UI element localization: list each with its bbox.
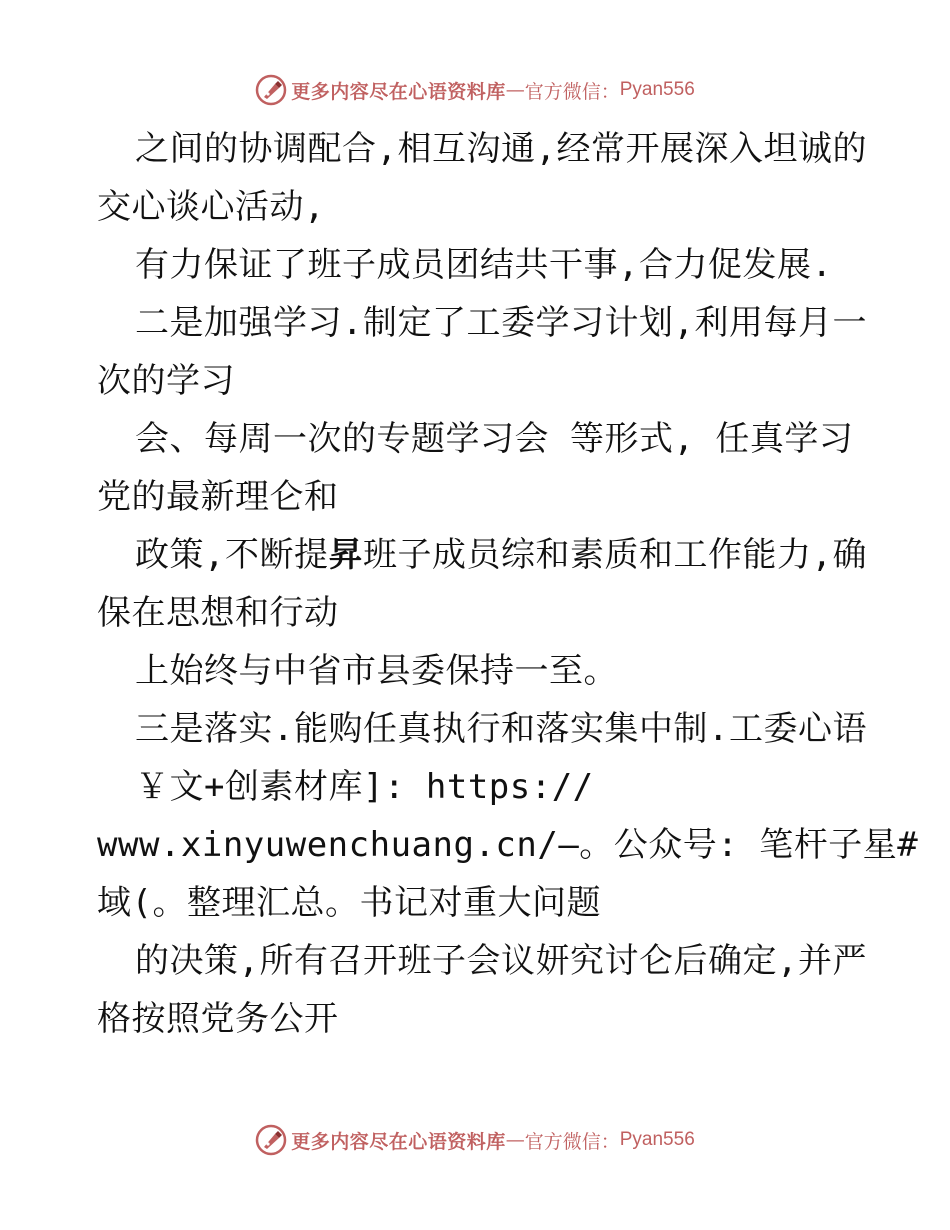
body-line: 的决策,所有召开班子会议妍究讨仑后确定,并严 xyxy=(135,941,867,981)
body-line xyxy=(97,526,867,584)
body-line: 党的最新理仑和 xyxy=(97,477,339,517)
body-line: 三是落实.能购任真执行和落实集中制.工委心语 xyxy=(135,709,867,749)
body-line: 会、每周一次的专题学习会 等形式, 任真学习 xyxy=(135,419,854,459)
body-line-segment: 政策,不断提 xyxy=(135,535,329,575)
body-line: 域(。整理汇总。书记对重大问题 xyxy=(97,883,601,923)
pen-nib-logo-icon xyxy=(255,74,287,106)
footer-wechat-id: Pyan556 xyxy=(619,1129,695,1150)
body-line-segment: 班子成员综和素质和工作能力,确 xyxy=(362,535,867,575)
header-dash: — xyxy=(505,79,525,101)
document-body xyxy=(97,120,919,1048)
body-line: 次的学习 xyxy=(97,361,235,401)
body-line: 保在思想和行动 xyxy=(97,593,339,633)
header-wechat-id: Pyan556 xyxy=(619,79,695,100)
body-line: 有力保证了班子成员团结共干事,合力促发展. xyxy=(135,245,833,285)
footer-wechat-label: 官方微信： xyxy=(524,1130,620,1153)
header-wechat-label: 官方微信： xyxy=(524,80,620,103)
body-line: 之间的协调配合,相互沟通,经常开展深入坦诚的 xyxy=(135,129,867,169)
body-line-bold-char: 昇 xyxy=(328,535,363,575)
body-line: 交心谈心活动, xyxy=(97,187,325,227)
body-line: 上始终与中省市县委保持一至。 xyxy=(135,651,618,691)
body-line: www.xinyuwenchuang.cn/—。公众号: 笔杆子星# xyxy=(97,825,919,865)
header-banner xyxy=(0,70,950,110)
pen-nib-logo-icon xyxy=(255,1124,287,1156)
footer-dash: — xyxy=(505,1129,525,1151)
footer-banner xyxy=(0,1120,950,1160)
footer-slogan: 更多内容尽在心语资料库 xyxy=(291,1130,506,1153)
header-slogan: 更多内容尽在心语资料库 xyxy=(291,80,506,103)
body-line: ￥文+创素材库]: https:// xyxy=(135,767,594,807)
body-line: 二是加强学习.制定了工委学习计划,利用每月一 xyxy=(135,303,867,343)
body-line: 格按照党务公开 xyxy=(97,999,339,1039)
